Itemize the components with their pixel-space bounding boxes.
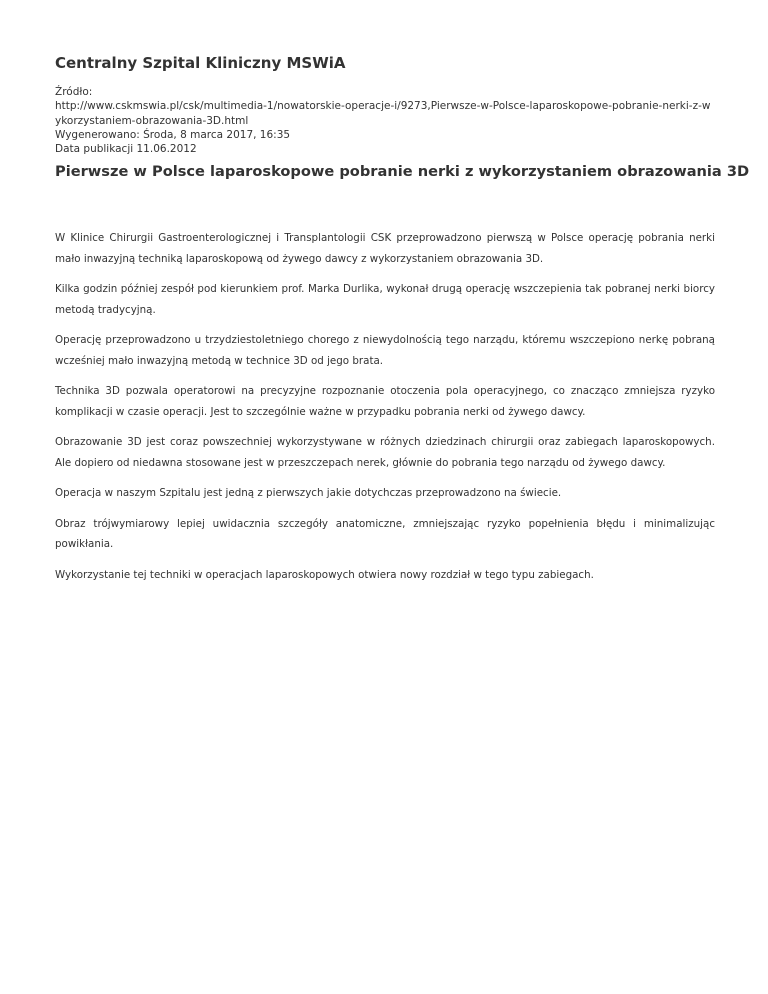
article-body: [55, 228, 715, 595]
article-paragraph: Technika 3D pozwala operatorowi na precyzyjne rozpoznanie otoczenia pola operacyjnego, co znacząco zmniejsza ryzyko komplikacji w czasie operacji. Jest to szczególnie ważne w przypadku pobrania nerki od żywego dawcy.: [55, 385, 715, 418]
article-paragraph: W Klinice Chirurgii Gastroenterologicznej i Transplantologii CSK przeprowadzono pierwszą w Polsce operację pobrania nerki mało inwazyjną techniką laparoskopową od żywego dawcy z wykorzystaniem obrazowania 3D.: [55, 232, 715, 265]
site-title: Centralny Szpital Kliniczny MSWiA: [55, 54, 346, 72]
source-url-line-2: ykorzystaniem-obrazowania-3D.html: [55, 114, 249, 127]
publication-date: Data publikacji 11.06.2012: [55, 143, 197, 156]
article-paragraph: Operacja w naszym Szpitalu jest jedną z pierwszych jakie dotychczas przeprowadzono na świecie.: [55, 487, 562, 499]
article-paragraph: Wykorzystanie tej techniki w operacjach laparoskopowych otwiera nowy rozdział w tego typu zabiegach.: [55, 568, 594, 581]
source-label: Źródło:: [55, 86, 93, 98]
article-paragraph: Operację przeprowadzono u trzydziestoletniego chorego z niewydolnością tego narządu, któremu wszczepiono nerkę pobraną wcześniej mało inwazyjną metodą w technice 3D od jego brata.: [55, 334, 715, 367]
article-title: Pierwsze w Polsce laparoskopowe pobranie nerki z wykorzystaniem obrazowania 3D: [55, 163, 750, 180]
generated-date: Wygenerowano: Środa, 8 marca 2017, 16:35: [55, 128, 291, 141]
article-paragraph: Obraz trójwymiarowy lepiej uwidacznia szczegóły anatomiczne, zmniejszając ryzyko popełnienia błędu i minimalizując powikłania.: [55, 517, 715, 550]
article-paragraph: Obrazowanie 3D jest coraz powszechniej wykorzystywane w różnych dziedzinach chirurgii oraz zabiegach laparoskopowych. Ale dopiero od niedawna stosowane jest w przeszczepach nerek, głównie do pobrania tego narządu od żywego dawcy.: [55, 436, 715, 469]
article-paragraph: Kilka godzin później zespół pod kierunkiem prof. Marka Durlika, wykonał drugą operację wszczepienia tak pobranej nerki biorcy metodą tradycyjną.: [55, 283, 715, 316]
document-meta: [55, 85, 715, 156]
source-url-line-1: http://www.cskmswia.pl/csk/multimedia-1/nowatorskie-operacje-i/9273,Pierwsze-w-Polsce-laparoskopowe-pobranie-nerki-z-w: [55, 100, 711, 113]
